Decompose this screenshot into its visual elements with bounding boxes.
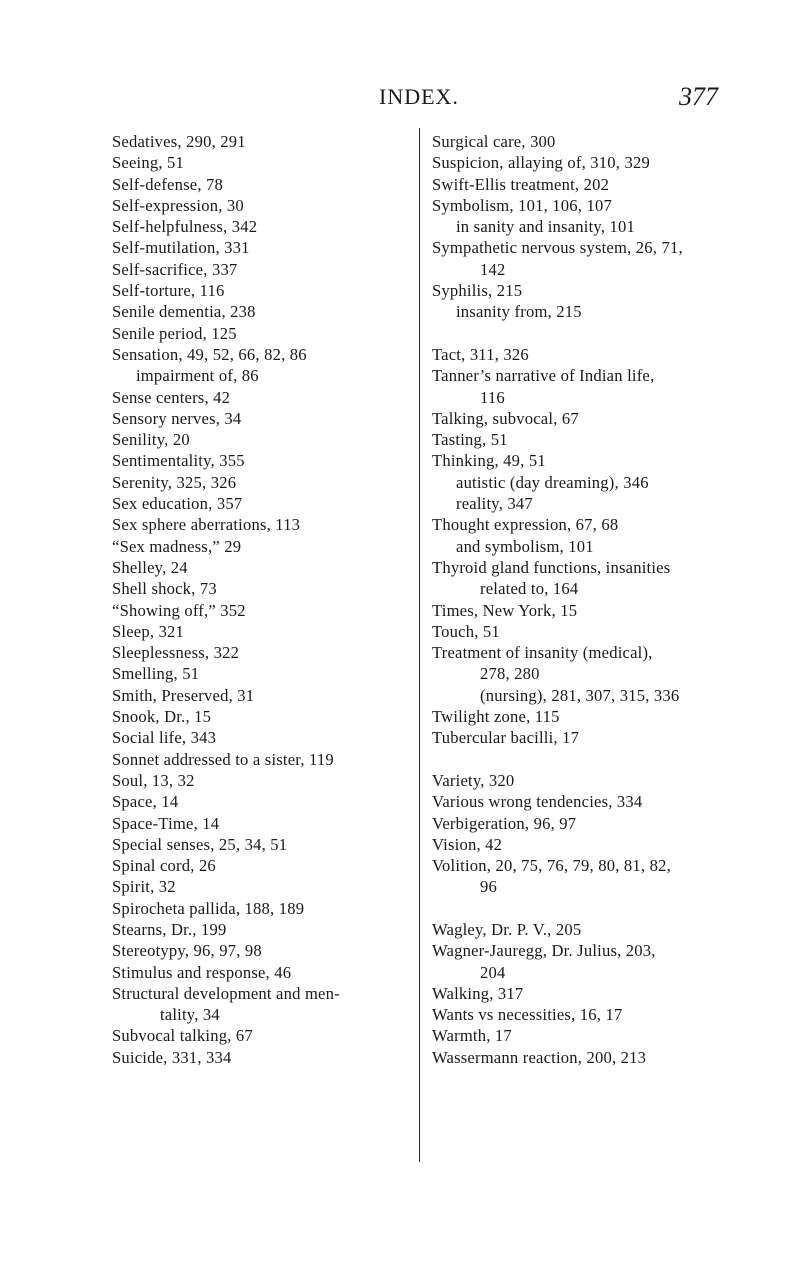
index-entry: Sleeplessness, 322 — [112, 643, 240, 663]
index-entry: Tact, 311, 326 — [432, 344, 529, 364]
index-entry: Walking, 317 — [432, 983, 524, 1003]
index-entry: Spinal cord, 26 — [112, 856, 216, 876]
index-entry: Social life, 343 — [112, 728, 217, 748]
index-entry: Sedatives, 290, 291 — [112, 132, 246, 151]
index-entry: Twilight zone, 115 — [432, 707, 560, 727]
index-entry: Self-defense, 78 — [112, 174, 224, 194]
index-subentry: autistic (day dreaming), 346 — [456, 472, 649, 492]
index-continuation: 204 — [480, 962, 506, 982]
index-entry: Wagner-Jauregg, Dr. Julius, 203, — [432, 941, 656, 961]
index-entry: Symbolism, 101, 106, 107 — [432, 195, 612, 215]
index-entry: Suspicion, allaying of, 310, 329 — [432, 153, 650, 173]
index-entry: Shell shock, 73 — [112, 579, 217, 599]
index-entry: Self-sacrifice, 337 — [112, 259, 238, 279]
index-entry: “Showing off,” 352 — [112, 600, 246, 620]
index-entry: Variety, 320 — [432, 770, 515, 790]
index-entry: Sensation, 49, 52, 66, 82, 86 — [112, 344, 307, 364]
index-entry: Soul, 13, 32 — [112, 770, 195, 790]
index-entry: Thyroid gland functions, insanities — [432, 557, 671, 577]
column-divider — [419, 128, 420, 1162]
index-entry: Swift-Ellis treatment, 202 — [432, 174, 610, 194]
section-gap — [432, 749, 742, 770]
index-entry: Spirocheta pallida, 188, 189 — [112, 898, 305, 918]
left-column — [112, 131, 407, 1068]
index-entry: Spirit, 32 — [112, 877, 176, 897]
index-entry: Self-torture, 116 — [112, 281, 225, 301]
index-entry: Sense centers, 42 — [112, 387, 231, 407]
index-continuation: 142 — [480, 259, 506, 279]
index-entry: Thinking, 49, 51 — [432, 451, 546, 471]
index-entry: Snook, Dr., 15 — [112, 707, 212, 727]
index-entry: Warmth, 17 — [432, 1026, 512, 1046]
index-entry: “Sex madness,” 29 — [112, 536, 242, 556]
index-entry: Space, 14 — [112, 792, 179, 812]
index-entry: Stimulus and response, 46 — [112, 962, 292, 982]
index-entry: Wants vs necessities, 16, 17 — [432, 1005, 623, 1025]
index-subentry: in sanity and insanity, 101 — [456, 217, 636, 237]
index-entry: Sensory nerves, 34 — [112, 408, 242, 428]
index-entry: Syphilis, 215 — [432, 281, 523, 301]
page-header — [0, 84, 800, 114]
index-entry: Structural development and men- — [112, 983, 340, 1003]
index-entry: Subvocal talking, 67 — [112, 1026, 253, 1046]
page-title: INDEX. — [379, 84, 459, 109]
index-entry: Wassermann reaction, 200, 213 — [432, 1047, 647, 1067]
index-entry: Talking, subvocal, 67 — [432, 408, 579, 428]
index-subentry: reality, 347 — [456, 494, 533, 514]
index-entry: Suicide, 331, 334 — [112, 1047, 232, 1067]
index-entry: Volition, 20, 75, 76, 79, 80, 81, 82, — [432, 856, 671, 876]
index-entry: Senile period, 125 — [112, 323, 237, 343]
index-continuation: 96 — [480, 877, 497, 897]
index-entry: Sex sphere aberrations, 113 — [112, 515, 301, 535]
index-entry: Treatment of insanity (medical), — [432, 643, 653, 663]
index-entry: Smith, Preserved, 31 — [112, 685, 255, 705]
index-continuation: related to, 164 — [480, 579, 579, 599]
index-entry: Self-helpfulness, 342 — [112, 217, 258, 237]
index-entry: Senility, 20 — [112, 430, 190, 450]
index-entry: Times, New York, 15 — [432, 600, 578, 620]
index-entry: Shelley, 24 — [112, 557, 188, 577]
index-entry: Stereotypy, 96, 97, 98 — [112, 941, 262, 961]
index-entry: Smelling, 51 — [112, 664, 200, 684]
index-entry: Space-Time, 14 — [112, 813, 220, 833]
index-entry: Self-expression, 30 — [112, 195, 244, 215]
index-subentry: and symbolism, 101 — [456, 536, 594, 556]
section-gap — [432, 898, 742, 919]
index-entry: Tasting, 51 — [432, 430, 508, 450]
index-continuation: tality, 34 — [160, 1005, 220, 1025]
index-entry: Touch, 51 — [432, 621, 500, 641]
index-continuation: (nursing), 281, 307, 315, 336 — [480, 685, 680, 705]
index-entry: Wagley, Dr. P. V., 205 — [432, 919, 582, 939]
index-entry: Tanner’s narrative of Indian life, — [432, 366, 655, 386]
index-entry: Various wrong tendencies, 334 — [432, 792, 643, 812]
index-entry: Seeing, 51 — [112, 153, 185, 173]
index-entry: Self-mutilation, 331 — [112, 238, 250, 258]
page-number: 377 — [679, 82, 718, 111]
index-entry: Surgical care, 300 — [432, 132, 556, 151]
index-entry: Stearns, Dr., 199 — [112, 919, 227, 939]
index-entry: Verbigeration, 96, 97 — [432, 813, 577, 833]
index-entry: Sonnet addressed to a sister, 119 — [112, 749, 334, 769]
index-subentry: insanity from, 215 — [456, 302, 582, 322]
section-gap — [432, 323, 742, 344]
index-entry: Thought expression, 67, 68 — [432, 515, 619, 535]
index-continuation: 278, 280 — [480, 664, 540, 684]
index-entry: Serenity, 325, 326 — [112, 472, 237, 492]
index-entry: Sympathetic nervous system, 26, 71, — [432, 238, 683, 258]
index-subentry: impairment of, 86 — [136, 366, 259, 386]
index-continuation: 116 — [480, 387, 505, 407]
index-entry: Sex education, 357 — [112, 494, 243, 514]
right-column — [432, 131, 742, 1068]
index-entry: Sleep, 321 — [112, 621, 185, 641]
index-entry: Tubercular bacilli, 17 — [432, 728, 580, 748]
index-entry: Special senses, 25, 34, 51 — [112, 834, 288, 854]
index-entry: Vision, 42 — [432, 834, 503, 854]
index-entry: Sentimentality, 355 — [112, 451, 245, 471]
index-entry: Senile dementia, 238 — [112, 302, 256, 322]
